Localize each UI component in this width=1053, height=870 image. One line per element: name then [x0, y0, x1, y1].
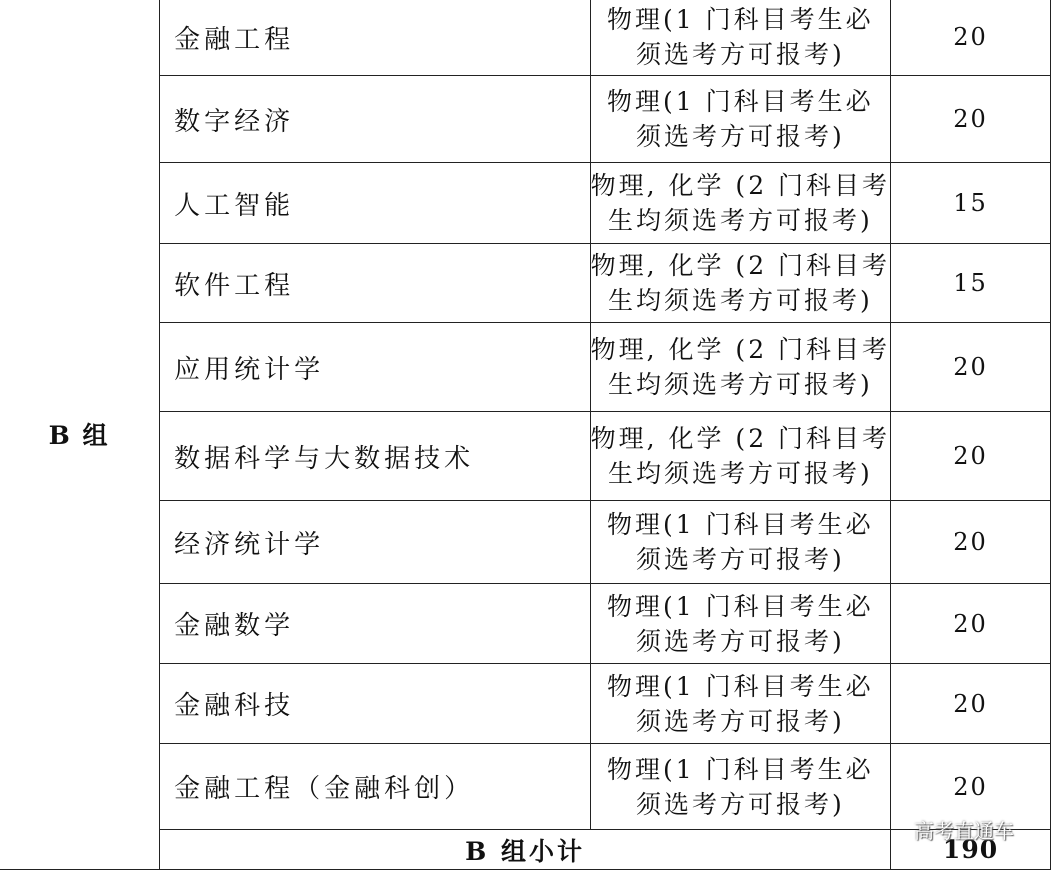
- requirement-line: 物理(1 门科目考生必: [607, 510, 874, 539]
- subject-requirement-cell: [590, 76, 890, 163]
- quota-cell: 20: [891, 664, 1051, 744]
- requirement-line: 须选考方可报考): [635, 545, 845, 574]
- major-name-cell: 金融科技: [160, 664, 591, 744]
- major-name-cell: 软件工程: [160, 244, 591, 323]
- subject-requirement-cell: [590, 584, 890, 664]
- requirement-line: 物理, 化学 (2 门科目考: [590, 251, 891, 280]
- requirement-line: 物理, 化学 (2 门科目考: [590, 171, 891, 200]
- subject-requirement-cell: [590, 163, 890, 244]
- quota-cell: 20: [891, 501, 1051, 584]
- subtotal-value: 190: [891, 830, 1051, 870]
- subject-requirement-cell: [590, 412, 890, 501]
- requirement-line: 物理(1 门科目考生必: [607, 5, 874, 34]
- requirement-line: 物理, 化学 (2 门科目考: [590, 335, 891, 364]
- subject-requirement-cell: [590, 244, 890, 323]
- subject-requirement-cell: [590, 501, 890, 584]
- requirement-line: 须选考方可报考): [635, 789, 845, 819]
- requirement-line: 物理(1 门科目考生必: [607, 671, 874, 701]
- major-name-cell: 人工智能: [160, 163, 591, 244]
- quota-cell: 15: [891, 163, 1051, 244]
- requirement-line: 须选考方可报考): [635, 626, 845, 656]
- major-name-cell: 数据科学与大数据技术: [160, 412, 591, 501]
- requirement-line: 须选考方可报考): [635, 706, 845, 736]
- major-name-cell: 经济统计学: [160, 501, 591, 584]
- requirement-line: 生均须选考方可报考): [607, 206, 873, 235]
- requirement-line: 须选考方可报考): [635, 40, 845, 69]
- major-name-cell: 金融工程: [160, 0, 591, 76]
- requirement-line: 物理(1 门科目考生必: [607, 754, 874, 784]
- quota-cell: 20: [891, 744, 1051, 830]
- subject-requirement-cell: [590, 664, 890, 744]
- major-name-cell: 金融数学: [160, 584, 591, 664]
- quota-cell: 20: [891, 76, 1051, 163]
- subject-requirement-cell: [590, 744, 890, 830]
- group-label-cell: B 组: [0, 0, 160, 870]
- requirement-line: 物理(1 门科目考生必: [607, 87, 874, 116]
- watermark: 高考直通车: [914, 819, 1014, 843]
- table-row: [0, 0, 1051, 76]
- major-name-cell: 数字经济: [160, 76, 591, 163]
- requirement-line: 物理, 化学 (2 门科目考: [590, 424, 891, 453]
- subject-requirement-cell: [590, 323, 890, 412]
- requirement-line: 物理(1 门科目考生必: [607, 591, 874, 621]
- subtotal-label: B 组小计: [160, 830, 891, 870]
- subject-requirement-cell: [590, 0, 890, 76]
- requirement-line: 须选考方可报考): [635, 122, 845, 151]
- quota-cell: 20: [891, 412, 1051, 501]
- quota-cell: 20: [891, 0, 1051, 76]
- quota-cell: 15: [891, 244, 1051, 323]
- major-name-cell: 应用统计学: [160, 323, 591, 412]
- quota-cell: 20: [891, 584, 1051, 664]
- requirement-line: 生均须选考方可报考): [607, 286, 873, 315]
- requirement-line: 生均须选考方可报考): [607, 370, 873, 399]
- requirement-line: 生均须选考方可报考): [607, 459, 873, 488]
- quota-cell: 20: [891, 323, 1051, 412]
- major-name-cell: 金融工程（金融科创）: [160, 744, 591, 830]
